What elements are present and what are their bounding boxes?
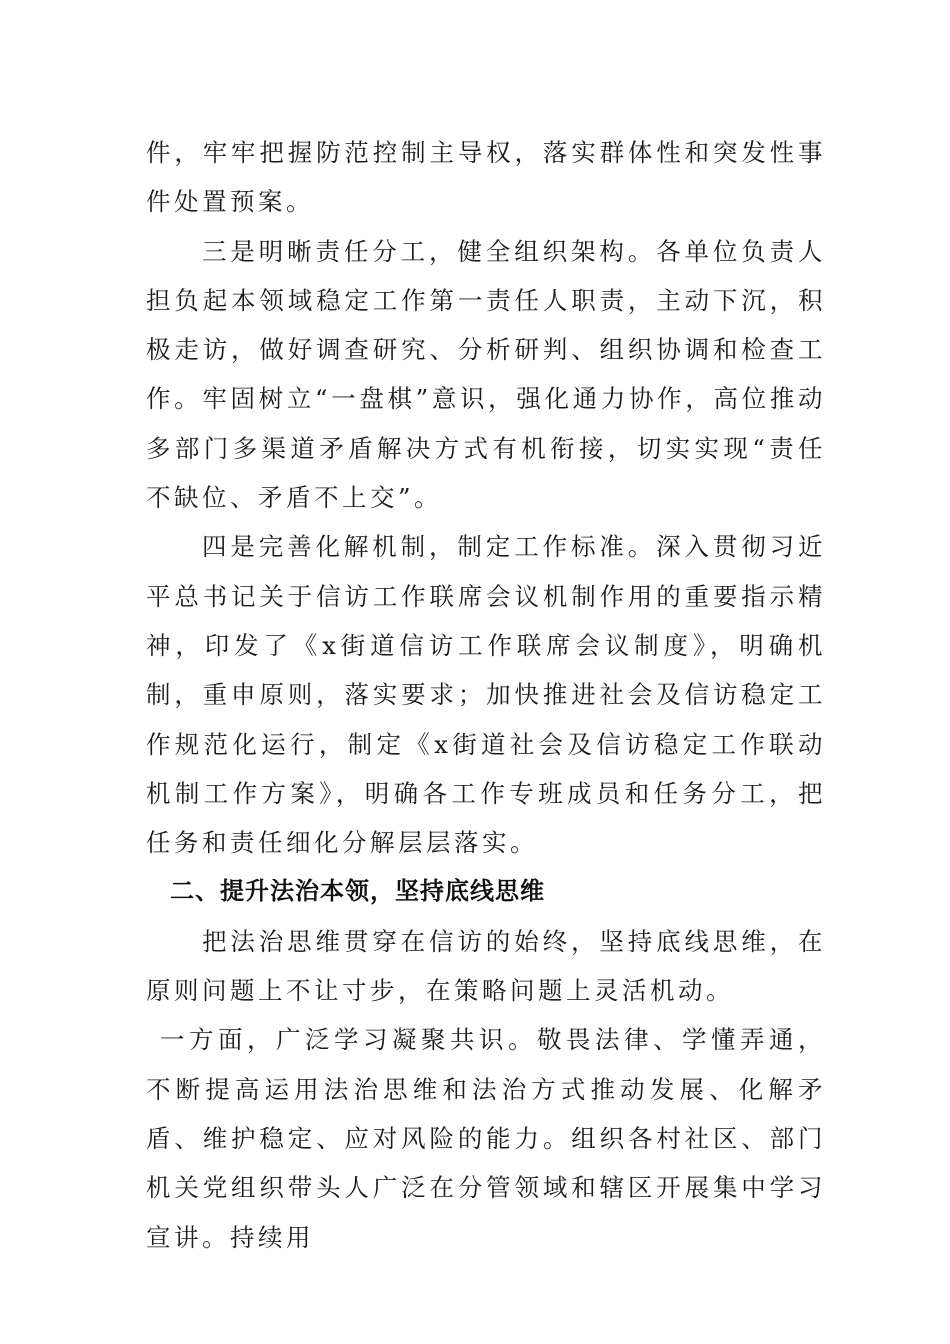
paragraph-continuation: 件，牢牢把握防范控制主导权，落实群体性和突发性事件处置预案。 (146, 138, 826, 217)
paragraph-section-intro: 把法治思维贯穿在信访的始终，坚持底线思维，在原则问题上不让寸步，在策略问题上灵活机动。 (146, 926, 826, 1006)
section-heading: 二、提升法治本领，坚持底线思维 (170, 877, 545, 906)
document-body (146, 128, 826, 1262)
paragraph-mechanism: 四是完善化解机制，制定工作标准。深入贯彻习近平总书记关于信访工作联席会议机制作用的重要指示精神，印发了《x街道信访工作联席会议制度》，明确机制，重申原则，落实要求；加快推进社会及信访稳定工作规范化运行，制定《x街道社会及信访稳定工作联动机制工作方案》，明确各工作专班成员和任务分工，把任务和责任细化分解层层落实。 (146, 532, 826, 858)
paragraph-responsibility: 三是明晰责任分工，健全组织架构。各单位负责人担负起本领域稳定工作第一责任人职责，主动下沉，积极走访，做好调查研究、分析研判、组织协调和检查工作。牢固树立“一盘棋”意识，强化通力协作，高位推动多部门多渠道矛盾解决方式有机衔接，切实实现“责任不缺位、矛盾不上交”。 (146, 236, 826, 513)
paragraph-study: 一方面，广泛学习凝聚共识。敬畏法律、学懂弄通，不断提高运用法治思维和法治方式推动发展、化解矛盾、维护稳定、应对风险的能力。组织各村社区、部门机关党组织带头人广泛在分管领域和辖区开展集中学习宣讲。持续用 (146, 1025, 826, 1252)
